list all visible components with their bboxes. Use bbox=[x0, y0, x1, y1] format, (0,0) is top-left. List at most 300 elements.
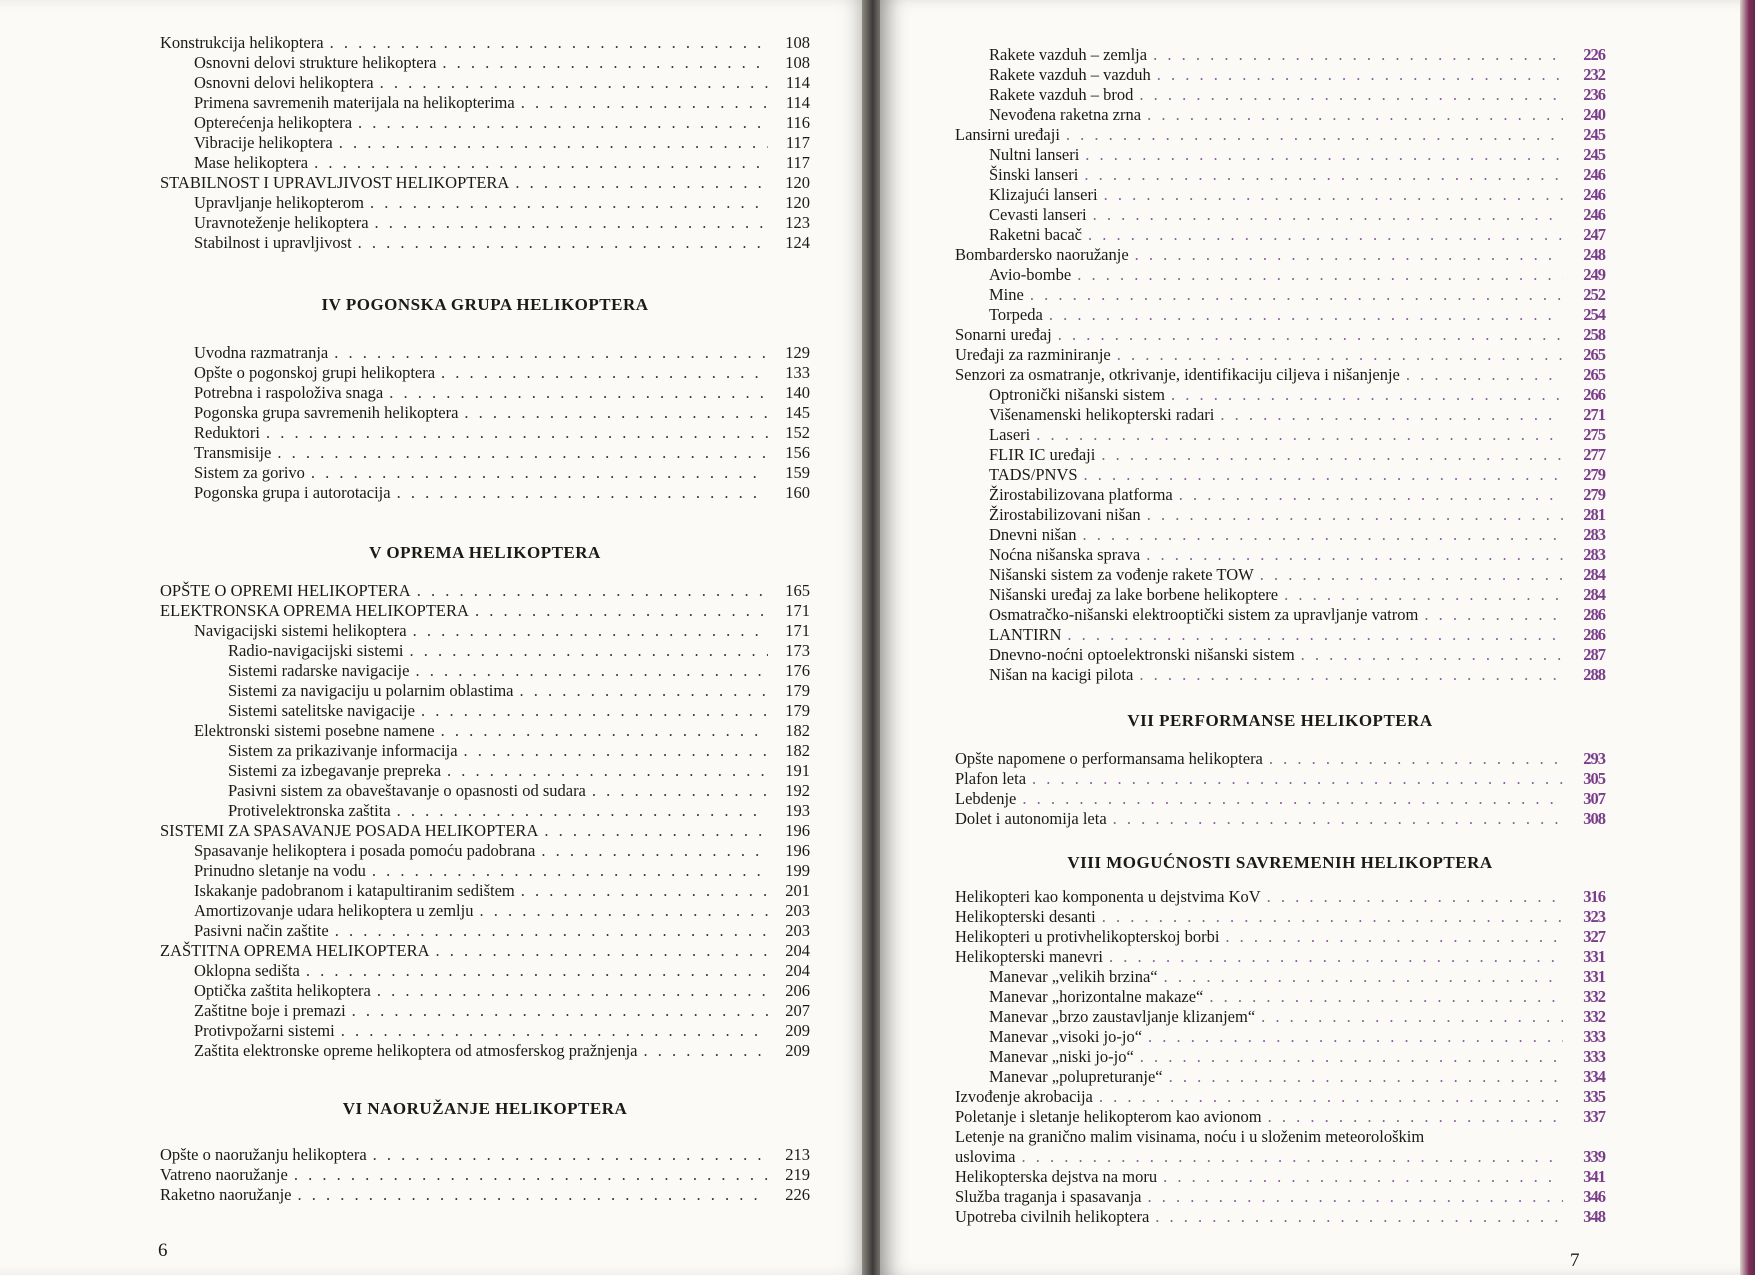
dot-leader bbox=[1179, 485, 1563, 505]
dot-leader bbox=[358, 233, 768, 253]
dot-leader bbox=[1146, 545, 1563, 565]
toc-entry bbox=[160, 741, 810, 761]
dot-leader bbox=[1083, 525, 1563, 545]
toc-entry-page: 206 bbox=[785, 981, 810, 1000]
toc-entry bbox=[160, 1001, 810, 1021]
dot-leader bbox=[447, 761, 768, 781]
toc-entry-title: Noćna nišanska sprava bbox=[989, 545, 1141, 564]
toc-entry-title: Nevođena raketna zrna bbox=[989, 105, 1142, 124]
toc-entry-page: 333 bbox=[1583, 1027, 1605, 1046]
dot-leader bbox=[389, 383, 768, 403]
toc-entry-title: Manevar „brzo zaustavljanje klizanjem“ bbox=[989, 1007, 1256, 1026]
toc-entry-title: Manevar „niski jo-jo“ bbox=[989, 1047, 1134, 1066]
toc-entry-title: Pogonska grupa savremenih helikoptera bbox=[194, 403, 459, 422]
toc-entry bbox=[160, 193, 810, 213]
dot-leader bbox=[370, 193, 768, 213]
left-page bbox=[0, 0, 868, 1275]
toc-entry bbox=[955, 245, 1605, 265]
toc-entry bbox=[160, 921, 810, 941]
dot-leader bbox=[1225, 927, 1563, 947]
toc-entry-page: 207 bbox=[785, 1001, 810, 1020]
toc-entry-page: 116 bbox=[785, 113, 810, 132]
toc-entry bbox=[955, 285, 1605, 305]
toc-entry bbox=[955, 1027, 1605, 1047]
toc-entry-title: Sonarni uređaj bbox=[955, 325, 1052, 344]
toc-entry bbox=[160, 343, 810, 363]
toc-entry-title: Nišan na kacigi pilota bbox=[989, 665, 1134, 684]
dot-leader bbox=[352, 1001, 768, 1021]
toc-entry-page: 286 bbox=[1583, 625, 1605, 644]
toc-entry bbox=[955, 425, 1605, 445]
toc-entry-title: Helikopterski manevri bbox=[955, 947, 1104, 966]
dot-leader bbox=[1099, 1087, 1563, 1107]
toc-entry bbox=[955, 205, 1605, 225]
toc-entry bbox=[160, 781, 810, 801]
toc-entry-title: Protivelektronska zaštita bbox=[228, 801, 391, 820]
dot-leader bbox=[341, 1021, 768, 1041]
dot-leader bbox=[515, 173, 768, 193]
toc-block bbox=[955, 887, 1605, 1227]
toc-entry-title: Vatreno naoružanje bbox=[160, 1165, 288, 1184]
dot-leader bbox=[1113, 809, 1563, 829]
toc-entry-page: 245 bbox=[1583, 125, 1605, 144]
toc-entry-page: 331 bbox=[1583, 967, 1605, 986]
toc-entry-page: 120 bbox=[785, 173, 810, 192]
toc-entry-title: Rakete vazduh – vazduh bbox=[989, 65, 1151, 84]
toc-entry-title: Zaštitne boje i premazi bbox=[194, 1001, 346, 1020]
toc-entry-page: 236 bbox=[1583, 85, 1605, 104]
toc-entry bbox=[160, 621, 810, 641]
toc-entry-page: 277 bbox=[1583, 445, 1605, 464]
toc-entry-page: 203 bbox=[785, 921, 810, 940]
toc-entry-page: 275 bbox=[1583, 425, 1605, 444]
toc-entry-page: 145 bbox=[785, 403, 810, 422]
toc-entry-title: Mase helikoptera bbox=[194, 153, 309, 172]
dot-leader bbox=[1301, 645, 1563, 665]
dot-leader bbox=[1140, 1047, 1563, 1067]
toc-entry-title: uslovima bbox=[955, 1147, 1016, 1166]
chapter-title: IV POGONSKA GRUPA HELIKOPTERA bbox=[321, 295, 649, 314]
toc-entry-title: Lebdenje bbox=[955, 789, 1017, 808]
dot-leader bbox=[339, 133, 768, 153]
toc-entry-title: Iskakanje padobranom i katapultiranim sedištem bbox=[194, 881, 515, 900]
toc-entry-title: Uređaji za razminiranje bbox=[955, 345, 1111, 364]
toc-entry-title: Protivpožarni sistemi bbox=[194, 1021, 335, 1040]
toc-entry-title: Primena savremenih materijala na helikopterima bbox=[194, 93, 515, 112]
toc-entry bbox=[955, 987, 1605, 1007]
dot-leader bbox=[1101, 445, 1563, 465]
dot-leader bbox=[1085, 145, 1563, 165]
dot-leader bbox=[372, 861, 768, 881]
toc-entry bbox=[160, 761, 810, 781]
toc-entry-title: Uvodna razmatranja bbox=[194, 343, 329, 362]
dot-leader bbox=[1058, 325, 1563, 345]
toc-entry-title: Opšte o naoružanju helikoptera bbox=[160, 1145, 367, 1164]
toc-entry-page: 117 bbox=[785, 133, 810, 152]
dot-leader bbox=[294, 1165, 768, 1185]
toc-entry-title: Sistemi radarske navigacije bbox=[228, 661, 410, 680]
toc-entry-title: Prinudno sletanje na vodu bbox=[194, 861, 366, 880]
toc-entry bbox=[955, 545, 1605, 565]
toc-entry-page: 171 bbox=[785, 601, 810, 620]
toc-entry bbox=[955, 485, 1605, 505]
toc-entry-title: Poletanje i sletanje helikopterom kao avionom bbox=[955, 1107, 1262, 1126]
toc-entry-title: TADS/PNVS bbox=[989, 465, 1078, 484]
toc-entry-page: 232 bbox=[1583, 65, 1605, 84]
toc-entry-page: 124 bbox=[785, 233, 810, 252]
toc-entry-page: 213 bbox=[785, 1145, 810, 1164]
dot-leader bbox=[335, 921, 768, 941]
toc-entry-title: Amortizovanje udara helikoptera u zemlju bbox=[194, 901, 474, 920]
toc-entry-page: 204 bbox=[785, 941, 810, 960]
toc-entry bbox=[955, 605, 1605, 625]
toc-entry-page: 334 bbox=[1583, 1067, 1605, 1086]
toc-entry-title: Plafon leta bbox=[955, 769, 1027, 788]
toc-entry bbox=[955, 1007, 1605, 1027]
toc-entry-title: Manevar „horizontalne makaze“ bbox=[989, 987, 1204, 1006]
chapter-title: VIII MOGUĆNOSTI SAVREMENIH HELIKOPTERA bbox=[1067, 853, 1493, 872]
toc-entry-page: 159 bbox=[785, 463, 810, 482]
toc-entry-title: Navigacijski sistemi helikoptera bbox=[194, 621, 407, 640]
toc-entry bbox=[160, 881, 810, 901]
toc-entry bbox=[955, 1147, 1605, 1167]
toc-entry bbox=[160, 73, 810, 93]
toc-entry-title: Manevar „polupreturanje“ bbox=[989, 1067, 1163, 1086]
toc-entry bbox=[160, 133, 810, 153]
dot-leader bbox=[1220, 405, 1563, 425]
toc-entry-title: Uravnoteženje helikoptera bbox=[194, 213, 369, 232]
toc-entry-page: 226 bbox=[1583, 45, 1605, 64]
toc-entry bbox=[955, 1047, 1605, 1067]
dot-leader bbox=[541, 841, 768, 861]
toc-entry bbox=[160, 403, 810, 423]
dot-leader bbox=[479, 901, 768, 921]
toc-entry bbox=[160, 93, 810, 113]
toc-entry-page: 293 bbox=[1583, 749, 1605, 768]
toc-entry bbox=[955, 65, 1605, 85]
toc-entry-title: Žirostabilizovana platforma bbox=[989, 485, 1173, 504]
toc-entry bbox=[160, 383, 810, 403]
dot-leader bbox=[413, 621, 768, 641]
toc-entry bbox=[955, 887, 1605, 907]
dot-leader bbox=[397, 801, 768, 821]
dot-leader bbox=[330, 33, 768, 53]
toc-entry-title: Dolet i autonomija leta bbox=[955, 809, 1107, 828]
toc-block bbox=[955, 45, 1605, 685]
toc-entry-title: Osnovni delovi helikoptera bbox=[194, 73, 374, 92]
toc-entry-page: 156 bbox=[785, 443, 810, 462]
dot-leader bbox=[442, 53, 768, 73]
toc-entry bbox=[160, 1185, 810, 1205]
toc-entry bbox=[955, 565, 1605, 585]
toc-entry-page: 196 bbox=[785, 841, 810, 860]
toc-entry-page: 201 bbox=[785, 881, 810, 900]
toc-entry bbox=[955, 1087, 1605, 1107]
toc-entry bbox=[160, 173, 810, 193]
toc-entry bbox=[955, 809, 1605, 829]
toc-entry-page: 337 bbox=[1583, 1107, 1605, 1126]
toc-entry bbox=[955, 1207, 1605, 1227]
dot-leader bbox=[1147, 1187, 1563, 1207]
dot-leader bbox=[544, 821, 768, 841]
toc-entry-page: 133 bbox=[785, 363, 810, 382]
toc-entry-page: 254 bbox=[1583, 305, 1605, 324]
toc-entry bbox=[955, 265, 1605, 285]
dot-leader bbox=[1022, 1147, 1564, 1167]
toc-entry-page: 123 bbox=[785, 213, 810, 232]
toc-entry bbox=[160, 681, 810, 701]
toc-block bbox=[160, 343, 810, 503]
toc-entry-page: 265 bbox=[1583, 365, 1605, 384]
toc-entry-title: Letenje na granično malim visinama, noću i u složenim meteorološkim bbox=[955, 1127, 1425, 1146]
toc-entry bbox=[955, 465, 1605, 485]
toc-entry-page: 307 bbox=[1583, 789, 1605, 808]
toc-entry-page: 196 bbox=[785, 821, 810, 840]
dot-leader bbox=[1424, 605, 1563, 625]
toc-entry-title: Laseri bbox=[989, 425, 1031, 444]
toc-entry-page: 284 bbox=[1583, 585, 1605, 604]
toc-entry-title: Lansirni uređaji bbox=[955, 125, 1060, 144]
toc-entry bbox=[955, 345, 1605, 365]
toc-entry-title: Dnevno-noćni optoelektronski nišanski sistem bbox=[989, 645, 1295, 664]
toc-entry bbox=[955, 585, 1605, 605]
toc-entry-title: ZAŠTITNA OPREMA HELIKOPTERA bbox=[160, 941, 430, 960]
toc-entry-title: Oklopna sedišta bbox=[194, 961, 300, 980]
toc-entry-page: 179 bbox=[785, 681, 810, 700]
dot-leader bbox=[1157, 65, 1563, 85]
toc-entry-page: 327 bbox=[1583, 927, 1605, 946]
dot-leader bbox=[1406, 365, 1563, 385]
dot-leader bbox=[277, 443, 768, 463]
dot-leader bbox=[358, 113, 768, 133]
toc-entry bbox=[160, 941, 810, 961]
dot-leader bbox=[519, 681, 768, 701]
toc-entry-page: 331 bbox=[1583, 947, 1605, 966]
right-page bbox=[880, 0, 1755, 1275]
toc-entry-title: Senzori za osmatranje, otkrivanje, identifikaciju ciljeva i nišanjenje bbox=[955, 365, 1400, 384]
toc-entry-page: 316 bbox=[1583, 887, 1605, 906]
toc-entry bbox=[955, 185, 1605, 205]
toc-entry bbox=[955, 405, 1605, 425]
dot-leader bbox=[1030, 285, 1563, 305]
dot-leader bbox=[1268, 1107, 1563, 1127]
toc-entry bbox=[160, 861, 810, 881]
dot-leader bbox=[1084, 165, 1563, 185]
toc-entry-page: 117 bbox=[785, 153, 810, 172]
toc-entry-page: 152 bbox=[785, 423, 810, 442]
toc-entry-title: Izvođenje akrobacija bbox=[955, 1087, 1093, 1106]
toc-entry-title: Optička zaštita helikoptera bbox=[194, 981, 371, 1000]
toc-entry bbox=[955, 789, 1605, 809]
toc-entry-title: ELEKTRONSKA OPREMA HELIKOPTERA bbox=[160, 601, 469, 620]
toc-entry-title: Konstrukcija helikoptera bbox=[160, 33, 324, 52]
toc-entry bbox=[955, 45, 1605, 65]
dot-leader bbox=[1104, 185, 1563, 205]
toc-entry-title: Služba traganja i spasavanja bbox=[955, 1187, 1142, 1206]
toc-entry bbox=[160, 33, 810, 53]
dot-leader bbox=[1067, 625, 1563, 645]
dot-leader bbox=[1049, 305, 1563, 325]
dot-leader bbox=[1267, 887, 1563, 907]
toc-entry-page: 265 bbox=[1583, 345, 1605, 364]
toc-entry-title: Radio-navigacijski sistemi bbox=[228, 641, 404, 660]
dot-leader bbox=[1032, 769, 1563, 789]
dot-leader bbox=[1022, 789, 1563, 809]
page-number: 6 bbox=[158, 1240, 168, 1261]
toc-entry-page: 332 bbox=[1583, 987, 1605, 1006]
toc-entry-page: 252 bbox=[1583, 285, 1605, 304]
toc-entry bbox=[160, 1165, 810, 1185]
toc-entry-page: 240 bbox=[1583, 105, 1605, 124]
toc-entry-title: OPŠTE O OPREMI HELIKOPTERA bbox=[160, 581, 411, 600]
toc-entry-title: Rakete vazduh – brod bbox=[989, 85, 1134, 104]
toc-entry-page: 346 bbox=[1583, 1187, 1605, 1206]
dot-leader bbox=[1284, 585, 1563, 605]
toc-entry-page: 281 bbox=[1583, 505, 1605, 524]
toc-entry-page: 179 bbox=[785, 701, 810, 720]
toc-entry-title: Manevar „velikih brzina“ bbox=[989, 967, 1158, 986]
toc-entry bbox=[955, 1167, 1605, 1187]
toc-entry-title: SISTEMI ZA SPASAVANJE POSADA HELIKOPTERA bbox=[160, 821, 539, 840]
toc-entry-page: 182 bbox=[785, 741, 810, 760]
toc-entry-title: Dnevni nišan bbox=[989, 525, 1077, 544]
dot-leader bbox=[377, 981, 768, 1001]
toc-entry-title: Opšte o pogonskoj grupi helikoptera bbox=[194, 363, 436, 382]
dot-leader bbox=[266, 423, 768, 443]
toc-entry bbox=[955, 625, 1605, 645]
toc-entry-title: Višenamenski helikopterski radari bbox=[989, 405, 1215, 424]
toc-entry-page: 249 bbox=[1583, 265, 1605, 284]
toc-entry bbox=[955, 505, 1605, 525]
toc-entry-title: Pasivni sistem za obaveštavanje o opasnosti od sudara bbox=[228, 781, 586, 800]
toc-entry-title: Upravljanje helikopterom bbox=[194, 193, 364, 212]
dot-leader bbox=[314, 153, 768, 173]
toc-entry-title: Upotreba civilnih helikoptera bbox=[955, 1207, 1150, 1226]
toc-entry-page: 335 bbox=[1583, 1087, 1605, 1106]
toc-entry-page: 246 bbox=[1583, 185, 1605, 204]
toc-entry-page: 193 bbox=[785, 801, 810, 820]
toc-entry bbox=[955, 85, 1605, 105]
toc-entry bbox=[160, 721, 810, 741]
toc-entry-page: 287 bbox=[1583, 645, 1605, 664]
dot-leader bbox=[311, 463, 768, 483]
toc-entry-page: 171 bbox=[785, 621, 810, 640]
dot-leader bbox=[1209, 987, 1563, 1007]
dot-leader bbox=[1147, 105, 1563, 125]
toc-entry bbox=[955, 445, 1605, 465]
toc-entry-title: Raketno naoružanje bbox=[160, 1185, 292, 1204]
toc-entry-title: Helikopteri u protivhelikopterskoj borbi bbox=[955, 927, 1220, 946]
toc-entry-page: 108 bbox=[785, 33, 810, 52]
toc-entry-page: 279 bbox=[1583, 465, 1605, 484]
toc-entry-page: 192 bbox=[785, 781, 810, 800]
dot-leader bbox=[1102, 907, 1563, 927]
toc-entry-title: Sistem za gorivo bbox=[194, 463, 305, 482]
dot-leader bbox=[464, 741, 768, 761]
dot-leader bbox=[1261, 1007, 1563, 1027]
toc-entry-title: LANTIRN bbox=[989, 625, 1062, 644]
toc-entry-title: Opterećenja helikoptera bbox=[194, 113, 353, 132]
dot-leader bbox=[1135, 245, 1563, 265]
toc-entry bbox=[160, 443, 810, 463]
toc-entry bbox=[160, 1145, 810, 1165]
dot-leader bbox=[417, 581, 768, 601]
dot-leader bbox=[1084, 465, 1563, 485]
toc-entry-title: Rakete vazduh – zemlja bbox=[989, 45, 1148, 64]
right-toc-column bbox=[955, 45, 1605, 1227]
toc-entry bbox=[160, 821, 810, 841]
toc-entry-title: Pogonska grupa i autorotacija bbox=[194, 483, 391, 502]
toc-entry-page: 266 bbox=[1583, 385, 1605, 404]
toc-entry bbox=[955, 947, 1605, 967]
toc-entry-title: Sistemi za navigaciju u polarnim oblastima bbox=[228, 681, 514, 700]
dot-leader bbox=[1148, 1027, 1563, 1047]
toc-entry bbox=[955, 385, 1605, 405]
toc-entry bbox=[160, 641, 810, 661]
toc-entry-title: Sistemi satelitske navigacije bbox=[228, 701, 415, 720]
toc-entry bbox=[160, 363, 810, 383]
toc-entry-title: Osnovni delovi strukture helikoptera bbox=[194, 53, 437, 72]
toc-entry bbox=[160, 961, 810, 981]
dot-leader bbox=[475, 601, 768, 621]
toc-entry-page: 348 bbox=[1583, 1207, 1605, 1226]
toc-entry-page: 246 bbox=[1583, 165, 1605, 184]
dot-leader bbox=[1036, 425, 1563, 445]
page-number: 7 bbox=[1570, 1250, 1580, 1271]
dot-leader bbox=[441, 721, 768, 741]
toc-entry-title: Osmatračko-nišanski elektrooptički sistem za upravljanje vatrom bbox=[989, 605, 1419, 624]
toc-entry bbox=[955, 105, 1605, 125]
toc-entry-page: 209 bbox=[785, 1021, 810, 1040]
dot-leader bbox=[375, 213, 768, 233]
toc-entry-title: Elektronski sistemi posebne namene bbox=[194, 721, 435, 740]
toc-entry-page: 284 bbox=[1583, 565, 1605, 584]
toc-entry-page: 305 bbox=[1583, 769, 1605, 788]
toc-entry bbox=[955, 365, 1605, 385]
toc-entry-title: Mine bbox=[989, 285, 1024, 304]
dot-leader bbox=[1077, 265, 1563, 285]
toc-entry-title: Nišanski uređaj za lake borbene helikoptere bbox=[989, 585, 1279, 604]
toc-entry bbox=[955, 645, 1605, 665]
toc-entry-title: Spasavanje helikoptera i posada pomoću padobrana bbox=[194, 841, 536, 860]
toc-entry bbox=[955, 907, 1605, 927]
toc-entry-title: Opšte napomene o performansama helikoptera bbox=[955, 749, 1263, 768]
toc-entry-page: 245 bbox=[1583, 145, 1605, 164]
toc-entry bbox=[955, 1067, 1605, 1087]
dot-leader bbox=[421, 701, 768, 721]
toc-entry-page: 129 bbox=[785, 343, 810, 362]
toc-entry-title: Sistem za prikazivanje informacija bbox=[228, 741, 458, 760]
dot-leader bbox=[1155, 1207, 1563, 1227]
toc-entry-page: 160 bbox=[785, 483, 810, 502]
toc-entry-title: Helikopterski desanti bbox=[955, 907, 1096, 926]
toc-entry-page: 120 bbox=[785, 193, 810, 212]
toc-entry-title: Vibracije helikoptera bbox=[194, 133, 333, 152]
toc-block bbox=[160, 581, 810, 1061]
toc-entry-page: 308 bbox=[1583, 809, 1605, 828]
toc-entry-page: 108 bbox=[785, 53, 810, 72]
dot-leader bbox=[334, 343, 768, 363]
toc-entry bbox=[160, 423, 810, 443]
dot-leader bbox=[373, 1145, 768, 1165]
toc-entry-page: 140 bbox=[785, 383, 810, 402]
toc-entry-page: 173 bbox=[785, 641, 810, 660]
toc-entry-page: 219 bbox=[785, 1165, 810, 1184]
toc-entry-page: 114 bbox=[785, 93, 810, 112]
toc-entry-title: Helikopterska dejstva na moru bbox=[955, 1167, 1158, 1186]
toc-entry bbox=[160, 53, 810, 73]
toc-entry bbox=[955, 325, 1605, 345]
